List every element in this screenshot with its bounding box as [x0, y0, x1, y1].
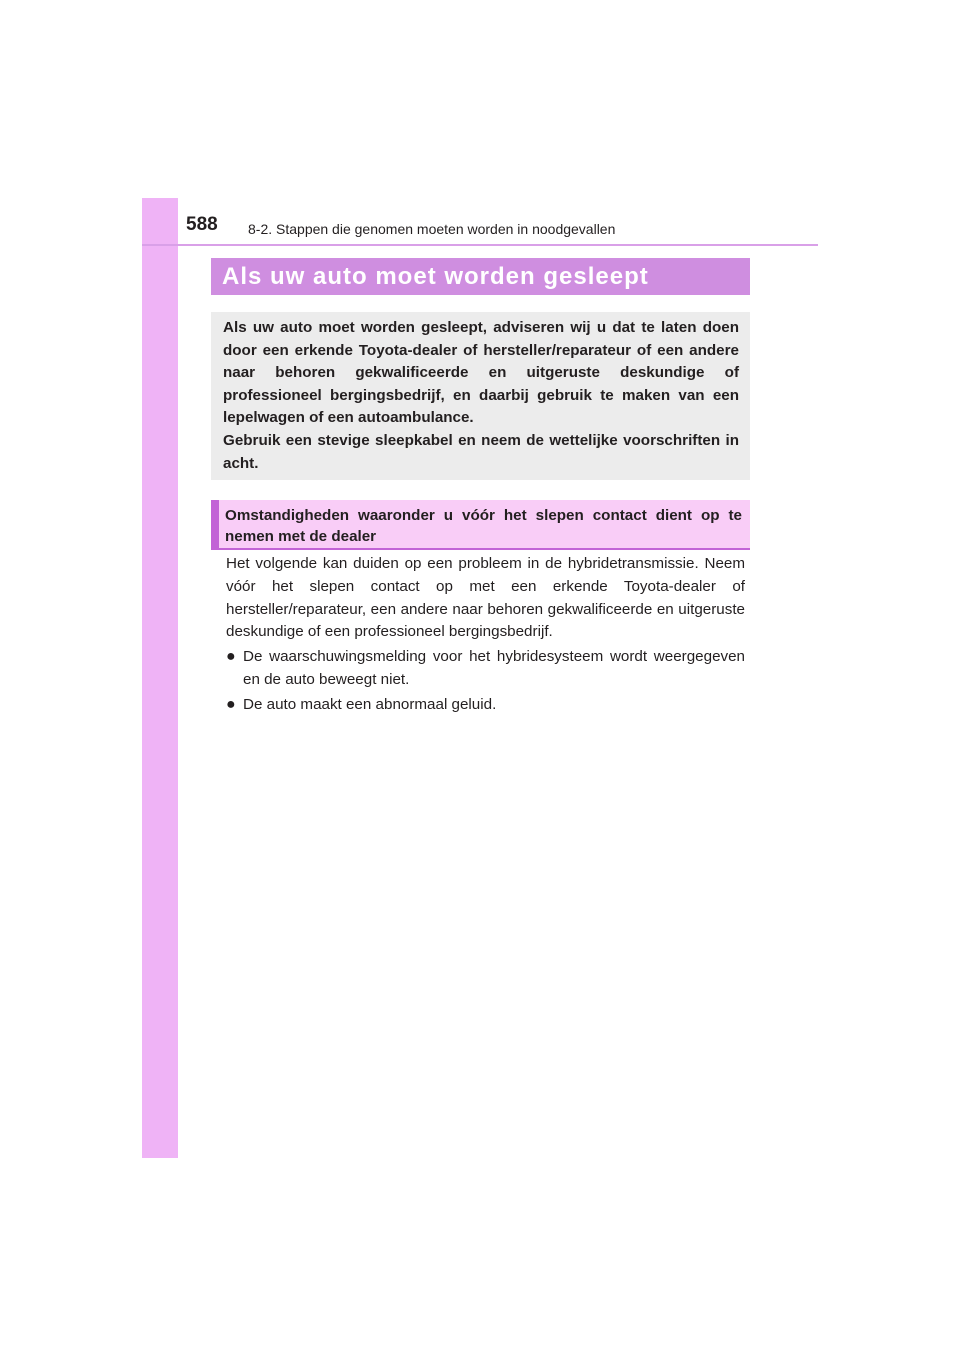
- subsection-heading: Omstandigheden waaronder u vóór het slepen contact dient op te nemen met de dealer: [211, 500, 750, 550]
- section-title: Als uw auto moet worden gesleept: [222, 262, 649, 290]
- chapter-side-strip: [142, 198, 178, 1158]
- page-number: 588: [186, 214, 218, 235]
- intro-paragraph-1: Als uw auto moet worden gesleept, adviseren wij u dat te laten doen door een erkende Toyota-dealer of hersteller/reparateur of een andere naar behoren gekwalificeerde en uitgeruste deskundige of professioneel bergingsbedrijf, en daarbij gebruik te maken van een lepelwagen of een autoambulance.: [223, 319, 739, 427]
- list-item-text: De auto maakt een abnormaal geluid.: [243, 695, 497, 713]
- intro-paragraph-2: Gebruik een stevige sleepkabel en neem de wettelijke voorschriften in acht.: [223, 431, 739, 472]
- subsection-body: [226, 553, 745, 717]
- list-item-text: De waarschuwingsmelding voor het hybridesysteem wordt weergegeven en de auto beweegt niet.: [243, 648, 745, 688]
- bullet-icon: ●: [226, 695, 236, 713]
- bullet-icon: ●: [226, 648, 236, 666]
- section-heading: [211, 258, 750, 295]
- chapter-title: 8-2. Stappen die genomen moeten worden in noodgevallen: [248, 221, 616, 237]
- body-paragraph: Het volgende kan duiden op een probleem in de hybridetransmissie. Neem vóór het slepen contact op met een erkende Toyota-dealer of hersteller/reparateur, een andere naar behoren gekwalificeerde en uitgeruste deskundige of een professioneel bergingsbedrijf.: [226, 555, 745, 641]
- list-item: [226, 646, 745, 692]
- list-item: [226, 694, 745, 717]
- header-divider: [142, 244, 818, 246]
- intro-box: [211, 312, 750, 480]
